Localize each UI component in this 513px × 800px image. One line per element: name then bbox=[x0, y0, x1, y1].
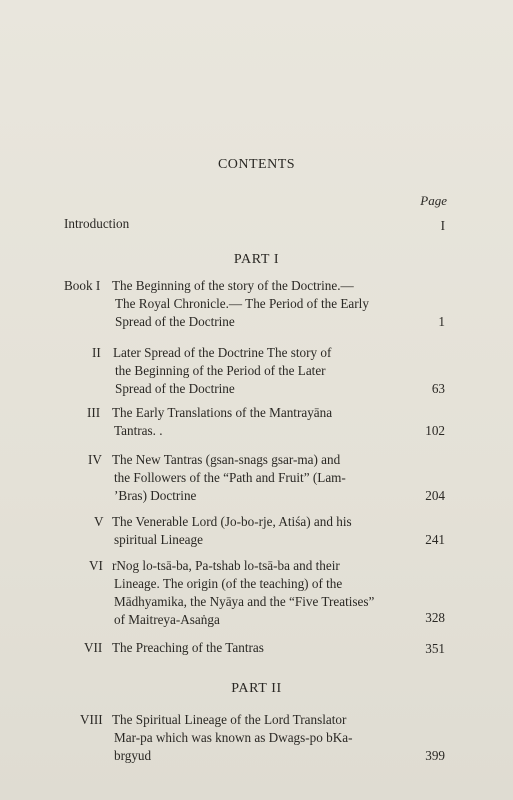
entry-line: The Royal Chronicle.— The Period of the Early bbox=[115, 296, 369, 311]
entry-number: IV bbox=[88, 452, 102, 467]
entry-page: 63 bbox=[431, 381, 445, 396]
entry-number: VIII bbox=[80, 712, 103, 727]
entry-page: 399 bbox=[425, 748, 445, 763]
entry-line: the Beginning of the Period of the Later bbox=[115, 363, 326, 378]
entry-line: The Preaching of the Tantras bbox=[112, 640, 264, 655]
entry-title bbox=[112, 451, 346, 505]
entry-title bbox=[113, 344, 331, 398]
entry-title bbox=[112, 277, 369, 331]
entry-line: The Venerable Lord (Jo-bo-rje, Atiśa) and his bbox=[112, 514, 352, 529]
entry-line: The New Tantras (gsan-snags gsar-ma) and bbox=[112, 452, 341, 467]
part-1-heading: PART I bbox=[233, 252, 280, 267]
entry-number: Book I bbox=[64, 278, 101, 293]
introduction-label: Introduction bbox=[64, 216, 130, 231]
entry-number: VII bbox=[84, 640, 103, 655]
entry-page: 204 bbox=[425, 488, 445, 503]
entry-line: The Early Translations of the Mantrayāna bbox=[112, 405, 333, 420]
entry-line: the Followers of the “Path and Fruit” (Lam- bbox=[114, 470, 346, 485]
entry-title bbox=[112, 557, 374, 629]
entry-title bbox=[112, 513, 352, 549]
entry-line: Lineage. The origin (of the teaching) of the bbox=[114, 576, 343, 591]
entry-line: Mar-pa which was known as Dwags-po bKa- bbox=[114, 730, 353, 745]
entry-line: The Beginning of the story of the Doctrine.— bbox=[112, 278, 354, 293]
entry-page: 241 bbox=[425, 532, 445, 547]
entry-page: 351 bbox=[425, 641, 445, 656]
entry-line: Spread of the Doctrine bbox=[115, 381, 235, 396]
entry-title bbox=[112, 711, 353, 765]
entry-line: spiritual Lineage bbox=[114, 532, 203, 547]
introduction-page: I bbox=[440, 218, 445, 233]
entry-number: V bbox=[94, 514, 104, 529]
entry-line: ’Bras) Doctrine bbox=[114, 488, 197, 503]
entry-number: II bbox=[92, 345, 101, 360]
entry-line: Tantras. . bbox=[114, 423, 163, 438]
entry-page: 102 bbox=[425, 423, 445, 438]
entry-number: VI bbox=[89, 558, 103, 573]
entry-line: Later Spread of the Doctrine The story of bbox=[113, 345, 332, 360]
part-2-heading: PART II bbox=[231, 681, 282, 696]
entry-number: III bbox=[87, 405, 101, 420]
entry-line: The Spiritual Lineage of the Lord Translator bbox=[112, 712, 347, 727]
entry-page: 328 bbox=[425, 610, 445, 625]
entry-title bbox=[112, 404, 332, 440]
entry-line: Mādhyamika, the Nyāya and the “Five Treatises” bbox=[114, 594, 375, 609]
entry-title bbox=[112, 639, 264, 657]
entry-line: brgyud bbox=[114, 748, 152, 763]
entry-page: 1 bbox=[438, 314, 445, 329]
entry-line: rNog lo-tsā-ba, Pa-tshab lo-tsā-ba and their bbox=[112, 558, 340, 573]
entry-line: Spread of the Doctrine bbox=[115, 314, 235, 329]
entry-line: of Maitreya-Asaṅga bbox=[114, 612, 220, 627]
contents-heading: CONTENTS bbox=[217, 157, 296, 172]
page-column-label: Page bbox=[420, 193, 447, 208]
